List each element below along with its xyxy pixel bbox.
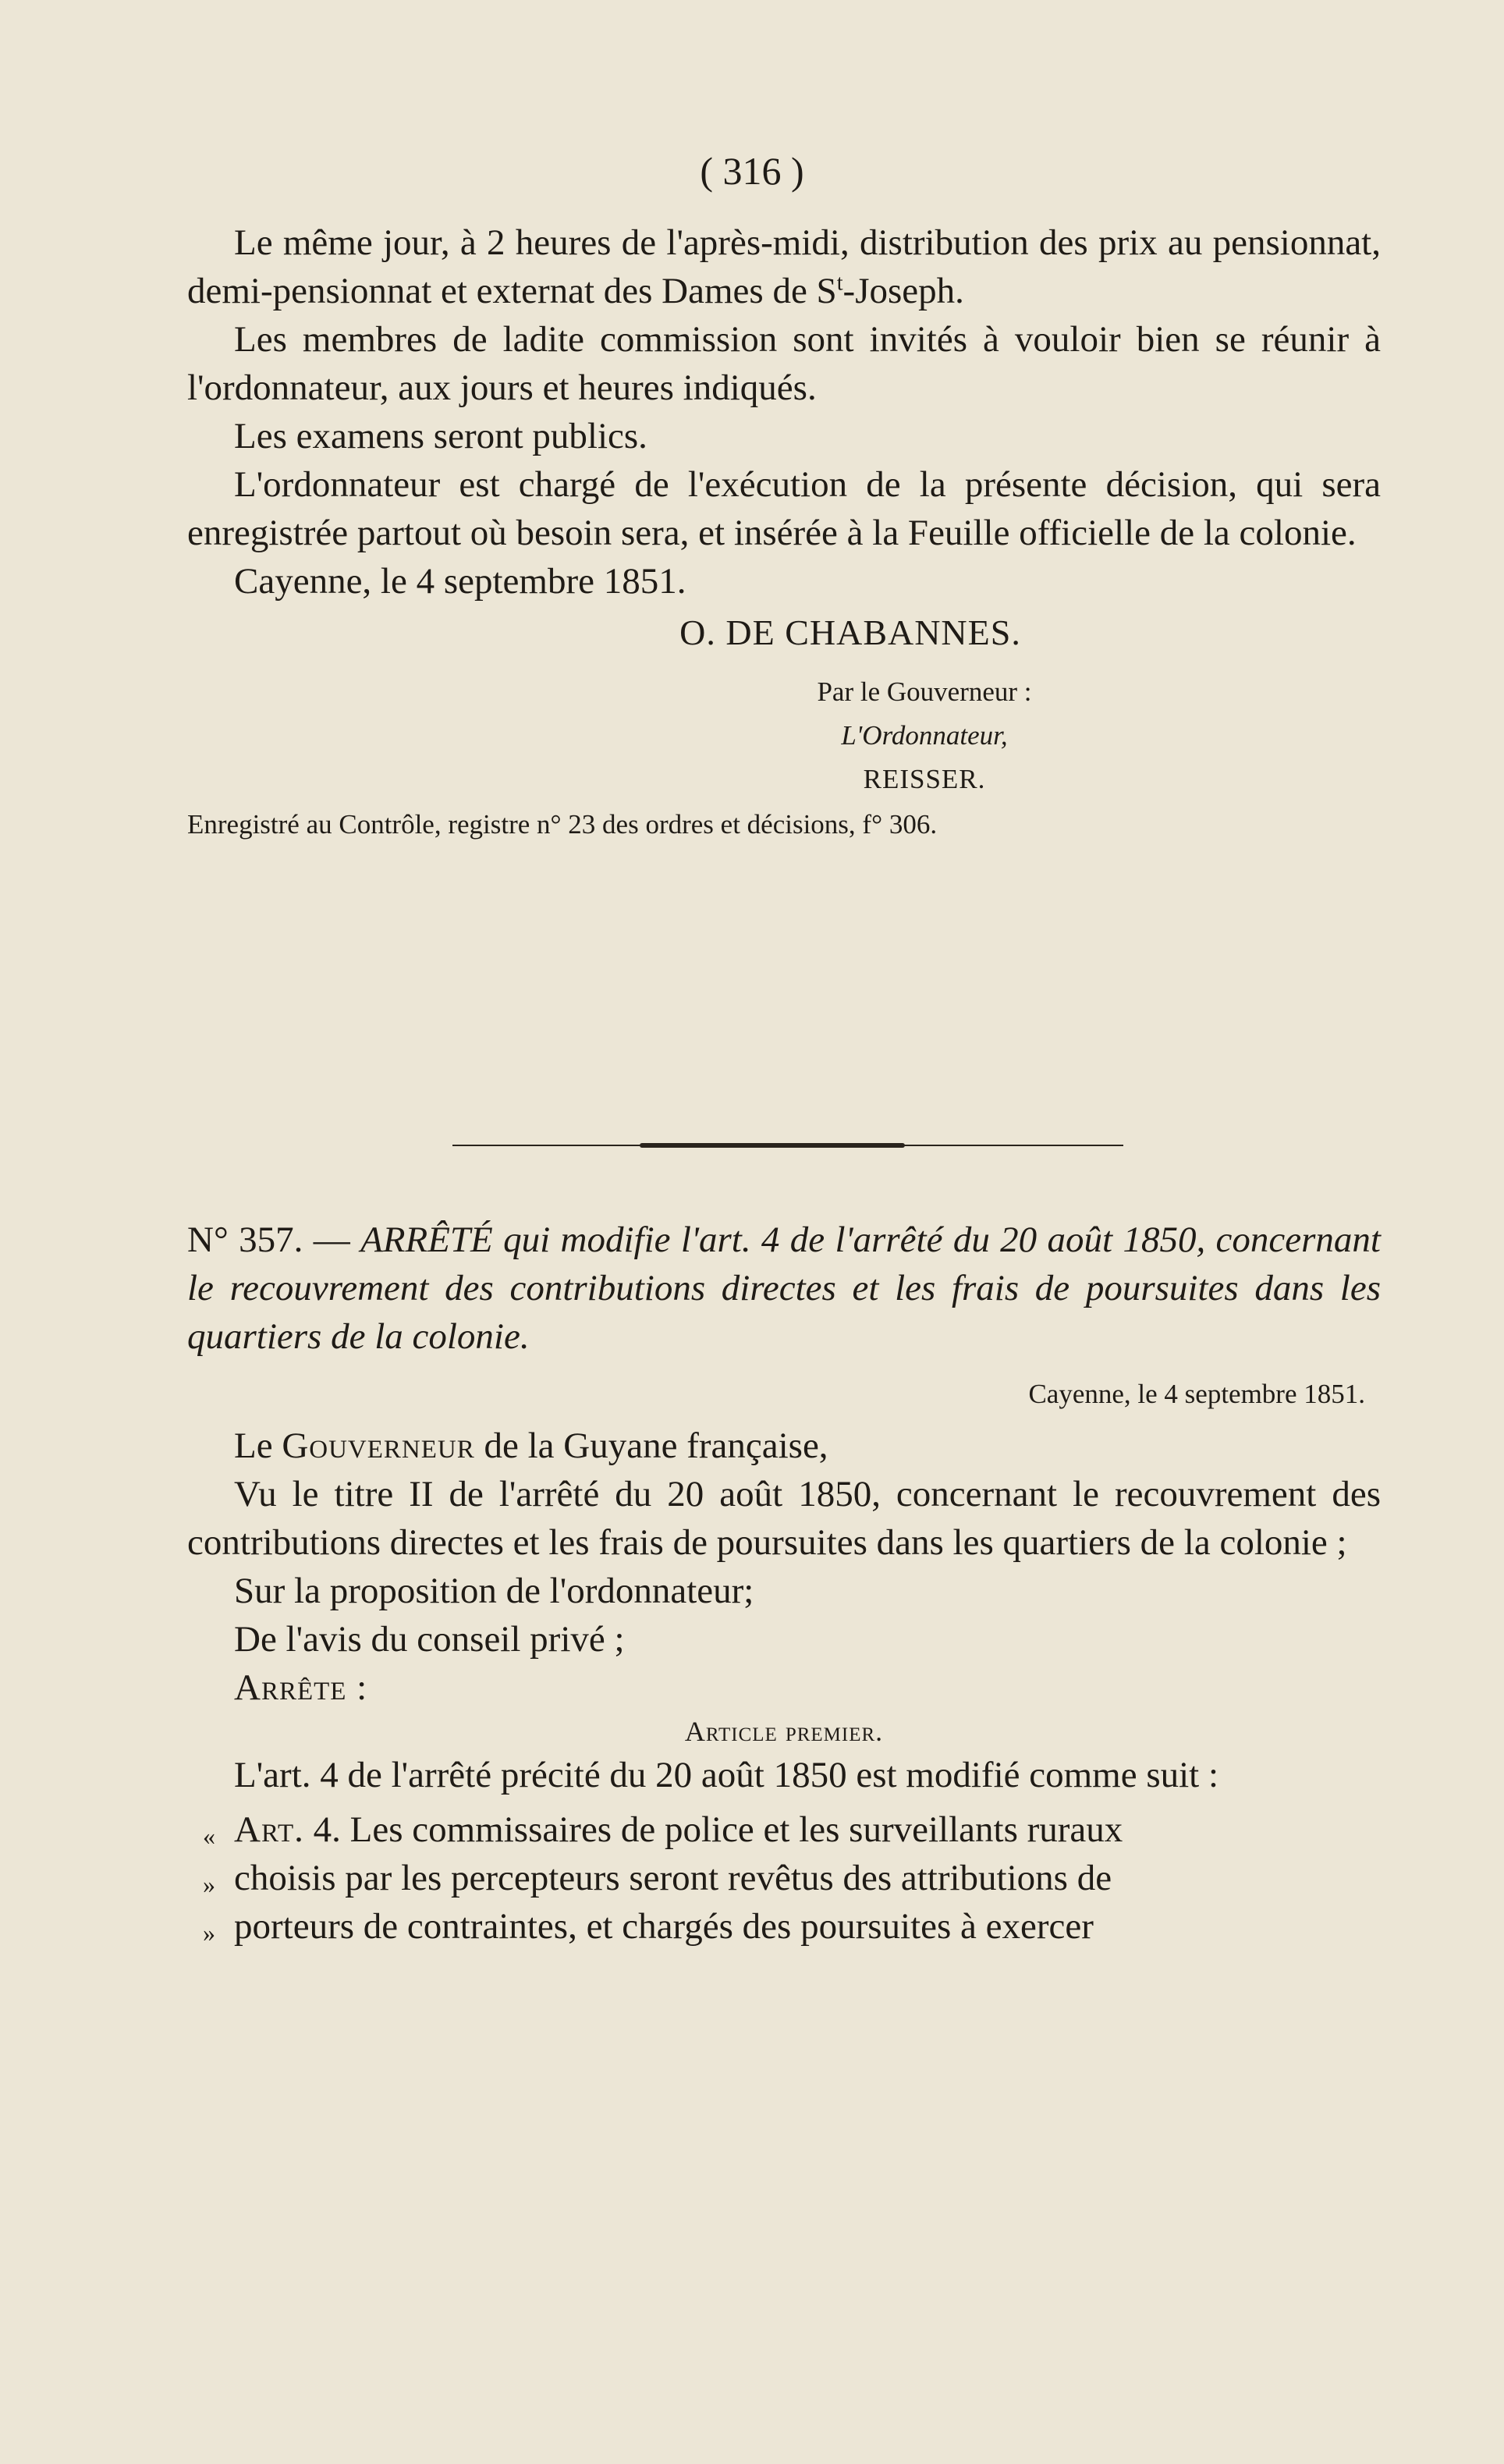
gouverneur-line: Le Gouverneur de la Guyane française, (234, 1425, 828, 1466)
signature-governor: O. DE CHABANNES. (679, 612, 1021, 652)
paragraph-art4: L'art. 4 de l'arrêté précité du 20 août 1850 est modifié comme suit : (234, 1755, 1219, 1795)
arrete-title-word: ARRÊTÉ (360, 1220, 493, 1260)
paragraph-avis: De l'avis du conseil privé ; (234, 1619, 625, 1660)
arrete-title: qui modifie l'art. 4 de l'arrêté du 20 août 1850, concernant le recouvrement des contributions directes et les frais de poursuites dans les quartiers de la colonie. (187, 1220, 1381, 1357)
paragraph-vu: Vu le titre II de l'arrêté du 20 août 1850, concernant le recouvrement des contributions directes et les frais de poursuites dans les quartiers de la colonie ; (187, 1474, 1381, 1563)
article-premier-heading: Article premier. (684, 1716, 884, 1747)
signature-reisser: REISSER. (863, 764, 986, 794)
paragraph-membres: Les membres de ladite commission sont invités à vouloir bien se réunir à l'ordonnateur, aux jours et heures indiqués. (187, 319, 1381, 408)
section-divider (452, 1143, 1123, 1148)
arrete-heading (187, 1216, 1381, 1361)
paragraph-sur: Sur la proposition de l'ordonnateur; (234, 1571, 754, 1611)
quote-line-1: « Art. 4. Les commissaires de police et les surveillants ruraux (203, 1809, 1123, 1850)
page-number: ( 316 ) (700, 149, 804, 193)
quote-line-2: » choisis par les percepteurs seront revêtus des attributions de (203, 1858, 1112, 1898)
par-le-gouverneur: Par le Gouverneur : (817, 676, 1032, 707)
paragraph-date: Cayenne, le 4 septembre 1851. (234, 561, 686, 602)
paragraph-examens: Les examens seront publics. (234, 416, 647, 456)
paragraph-distribution: Le même jour, à 2 heures de l'après-midi, distribution des prix au pensionnat, demi-pensionnat et externat des Dames de $S^t$-Joseph. (187, 222, 1381, 311)
quote-line-3: » porteurs de contraintes, et chargés des poursuites à exercer (203, 1906, 1094, 1947)
enregistrement-note: Enregistré au Contrôle, registre n° 23 des ordres et décisions, f° 306. (187, 809, 938, 840)
quoted-article (187, 1805, 1381, 1951)
paragraph-execution: L'ordonnateur est chargé de l'exécution de la présente décision, qui sera enregistrée partout où besoin sera, et insérée à la Feuille officielle de la colonie. (187, 464, 1381, 553)
decision-end (187, 218, 1381, 844)
ordonnateur-title: L'Ordonnateur, (841, 720, 1008, 751)
arrete-357 (187, 1216, 1381, 1951)
arrete-date: Cayenne, le 4 septembre 1851. (1028, 1379, 1365, 1409)
arrete-number: N° 357. — (187, 1220, 350, 1260)
arrete-label: Arrête : (234, 1667, 368, 1708)
